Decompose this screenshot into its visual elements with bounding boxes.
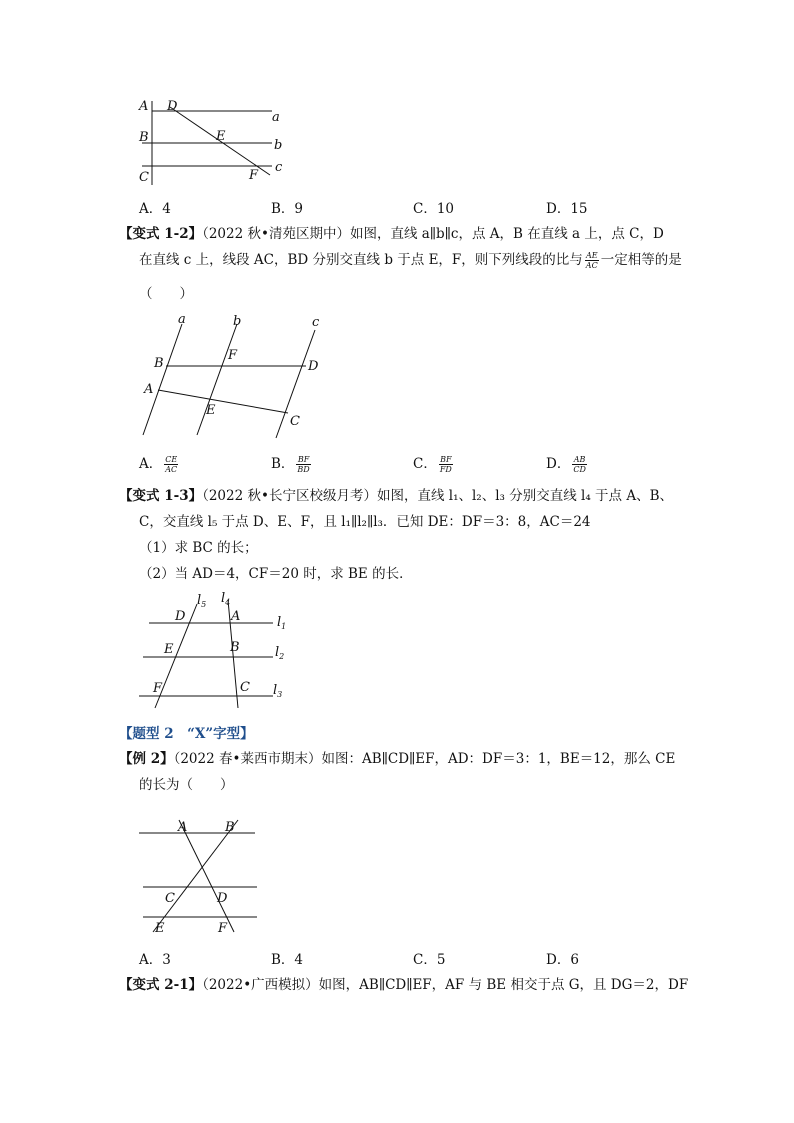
option-d[interactable] bbox=[546, 452, 589, 474]
fraction-denominator: FD bbox=[439, 465, 452, 474]
question-1-3-line2: C，交直线 l₅ 于点 D、E、F，且 l₁∥l₂∥l₃．已知 DE：DF＝3：8，AC＝24 bbox=[139, 514, 591, 530]
label-A: A bbox=[178, 820, 188, 835]
option-b[interactable]: B．4 bbox=[271, 952, 304, 968]
fraction-numerator: BF bbox=[297, 455, 310, 464]
label-a: a bbox=[272, 110, 280, 125]
question-1-3-sub1: （1）求 BC 的长； bbox=[139, 540, 258, 556]
figure-parallel-lines-3 bbox=[135, 590, 295, 715]
figure-parallel-lines-1 bbox=[130, 95, 300, 190]
option-c[interactable]: C．10 bbox=[413, 201, 455, 217]
label-F: F bbox=[249, 168, 259, 183]
label-B: B bbox=[154, 356, 164, 371]
label-c: c bbox=[312, 315, 320, 330]
section-heading: 【题型 2 “X”字型】 bbox=[119, 726, 254, 742]
label-B: B bbox=[139, 130, 149, 145]
option-prefix: D． bbox=[546, 456, 571, 472]
label-l4: $l_4$ bbox=[221, 591, 231, 607]
fraction-ab-cd bbox=[572, 455, 587, 474]
label-A: A bbox=[144, 382, 154, 397]
option-prefix: A． bbox=[139, 456, 163, 472]
label-E: E bbox=[206, 403, 216, 418]
label-C: C bbox=[240, 680, 250, 695]
label-D: D bbox=[167, 99, 178, 114]
line-a bbox=[143, 324, 182, 435]
option-c[interactable]: C．5 bbox=[413, 952, 446, 968]
label-F: F bbox=[153, 681, 163, 696]
label-D: D bbox=[308, 359, 319, 374]
option-d[interactable]: D．6 bbox=[546, 952, 579, 968]
question-text: 一定相等的是 bbox=[600, 252, 682, 268]
option-c[interactable] bbox=[413, 452, 455, 474]
option-d[interactable]: D．15 bbox=[546, 201, 588, 217]
question-text: （2022 春•莱西市期末）如图：AB∥CD∥EF，AD：DF＝3：1，BE＝12，那么 CE bbox=[173, 751, 676, 767]
example-2-line1 bbox=[119, 749, 675, 769]
option-b[interactable]: B．9 bbox=[271, 201, 304, 217]
question-1-3-line1 bbox=[119, 486, 673, 506]
line-b bbox=[197, 324, 237, 435]
fraction-numerator: AE bbox=[585, 251, 598, 260]
label-c: c bbox=[275, 160, 283, 175]
fraction-numerator: BF bbox=[440, 455, 452, 464]
question-2-1-line1 bbox=[119, 975, 688, 995]
fraction-bf-fd bbox=[439, 455, 453, 474]
figure-x-shape bbox=[135, 810, 265, 940]
fraction-denominator: BD bbox=[297, 465, 310, 474]
fraction-bf-bd bbox=[296, 455, 310, 474]
segment-AC bbox=[158, 390, 288, 413]
label-l2: $l_2$ bbox=[275, 645, 285, 661]
label-l5: $l_5$ bbox=[197, 593, 207, 609]
figure-parallel-lines-2 bbox=[140, 310, 340, 445]
label-E: E bbox=[164, 642, 174, 657]
fraction-denominator: AC bbox=[165, 465, 178, 474]
label-b: b bbox=[233, 314, 242, 329]
label-F: F bbox=[228, 348, 238, 363]
question-1-3-sub2: （2）当 AD＝4，CF＝20 时，求 BE 的长． bbox=[139, 566, 413, 582]
label-B: B bbox=[230, 640, 240, 655]
answer-bracket: （ ） bbox=[139, 286, 193, 302]
fraction-numerator: AB bbox=[573, 455, 586, 464]
question-text: （2022•广西模拟）如图，AB∥CD∥EF，AF 与 BE 相交于点 G，且 DG＝2，DF bbox=[202, 977, 689, 993]
label-C: C bbox=[165, 891, 175, 906]
label-A: A bbox=[139, 99, 149, 114]
question-1-2-line1 bbox=[119, 224, 664, 244]
label-D: D bbox=[217, 891, 228, 906]
option-b[interactable] bbox=[271, 452, 313, 474]
question-text: 在直线 c 上，线段 AC，BD 分别交直线 b 于点 E，F，则下列线段的比与 bbox=[139, 252, 583, 268]
option-a[interactable]: A．4 bbox=[139, 201, 171, 217]
option-prefix: B． bbox=[271, 456, 295, 472]
fraction-numerator: CE bbox=[165, 455, 178, 464]
question-1-2-line2 bbox=[139, 250, 682, 270]
fraction-denominator: CD bbox=[573, 465, 586, 474]
fraction-ce-ac bbox=[164, 455, 178, 474]
label-l1: $l_1$ bbox=[277, 615, 287, 631]
question-text: （2022 秋•清苑区期中）如图，直线 a∥b∥c，点 A，B 在直线 a 上，点 C，D bbox=[202, 226, 664, 242]
question-tag: 【变式 1-3】 bbox=[119, 488, 203, 504]
label-b: b bbox=[274, 138, 283, 153]
label-C: C bbox=[139, 170, 149, 185]
fraction-ae-ac bbox=[585, 251, 599, 270]
question-tag: 【变式 2-1】 bbox=[119, 977, 203, 993]
fraction-denominator: AC bbox=[585, 261, 598, 270]
label-l3: $l_3$ bbox=[273, 683, 283, 699]
label-A: A bbox=[231, 609, 241, 624]
question-tag: 【例 2】 bbox=[119, 751, 174, 767]
label-B: B bbox=[225, 820, 235, 835]
question-text: （2022 秋•长宁区校级月考）如图，直线 l₁、l₂、l₃ 分别交直线 l₄ 于点 A、B、 bbox=[202, 488, 673, 504]
example-2-line2: 的长为（ ） bbox=[139, 777, 234, 793]
label-a: a bbox=[178, 312, 186, 327]
label-E: E bbox=[216, 129, 226, 144]
option-a[interactable]: A．3 bbox=[139, 952, 171, 968]
label-E: E bbox=[155, 921, 165, 936]
question-tag: 【变式 1-2】 bbox=[119, 226, 203, 242]
option-prefix: C． bbox=[413, 456, 437, 472]
label-D: D bbox=[175, 609, 186, 624]
option-a[interactable] bbox=[139, 452, 180, 474]
label-C: C bbox=[290, 414, 300, 429]
label-F: F bbox=[218, 921, 228, 936]
